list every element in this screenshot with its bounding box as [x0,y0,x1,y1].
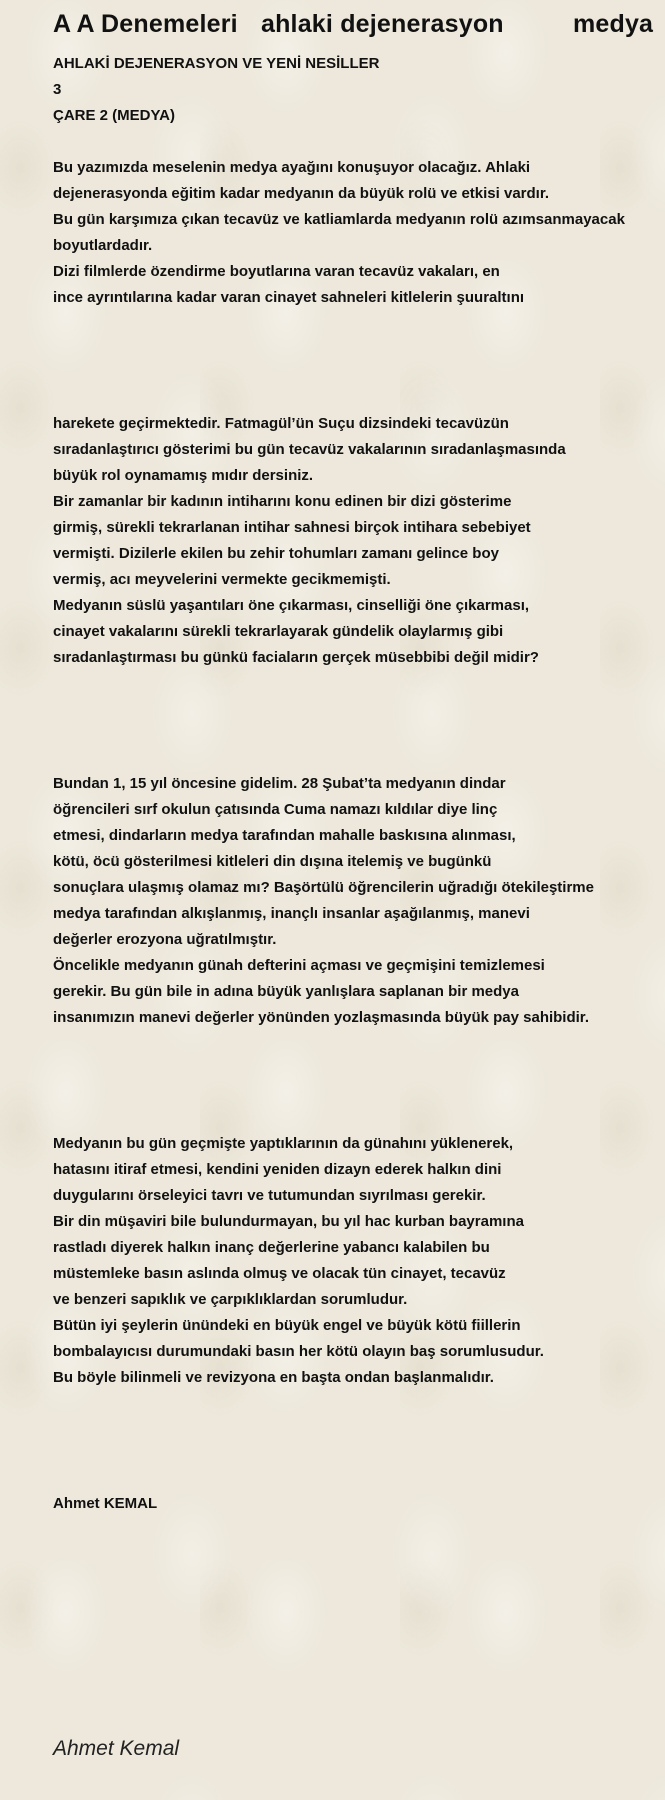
paragraph-line: bombalayıcısı durumundaki basın her kötü olayın baş sorumlusudur. [53,1343,544,1360]
paragraph-line: etmesi, dindarların medya tarafından mahalle baskısına alınması, [53,827,516,844]
article-number: 3 [53,81,62,98]
paragraph-line: sonuçlara ulaşmış olamaz mı? Başörtülü öğrencilerin uğradığı ötekileştirme [53,879,594,896]
article-heading: AHLAKİ DEJENERASYON VE YENİ NESİLLER [53,55,380,72]
paragraph-line: rastladı diyerek halkın inanç değerlerine yabancı kalabilen bu [53,1239,490,1256]
author-name: Ahmet KEMAL [53,1495,158,1512]
paragraph-line: değerler erozyona uğratılmıştır. [53,931,277,948]
paragraph-line: ve benzeri sapıklık ve çarpıklıklardan sorumludur. [53,1291,408,1308]
paragraph-line: öğrencileri sırf okulun çatısında Cuma namazı kıldılar diye linç [53,801,498,818]
paragraph-line: hatasını itiraf etmesi, kendini yeniden dizayn ederek halkın dini [53,1161,502,1178]
paragraph-1 [53,155,625,311]
paragraph-4 [53,1131,544,1391]
paragraph-line: girmiş, sürekli tekrarlanan intihar sahnesi birçok intihara sebebiyet [53,519,531,536]
paragraph-line: Bir zamanlar bir kadının intiharını konu edinen bir dizi gösterime [53,493,512,510]
title-category: A A Denemeleri [53,10,238,38]
title-subtopic: medya [572,10,654,38]
paragraph-line: Bu yazımızda meselenin medya ayağını konuşuyor olacağız. Ahlaki [53,159,531,176]
page-title [53,10,665,39]
paragraph-line: Bütün iyi şeylerin ünündeki en büyük engel ve büyük kötü fiillerin [53,1317,521,1334]
paragraph-line: Bundan 1, 15 yıl öncesine gidelim. 28 Şubat’ta medyanın dindar [53,775,506,792]
paragraph-line: sıradanlaştırıcı gösterimi bu gün tecavüz vakalarının sıradanlaşmasında [53,441,566,458]
title-topic: ahlaki dejenerasyon [260,10,504,38]
paragraph-line: dejenerasyonda eğitim kadar medyanın da büyük rolü ve etkisi vardır. [53,185,550,202]
paragraph-line: medya tarafından alkışlanmış, inançlı insanlar aşağılanmış, manevi [53,905,530,922]
paragraph-line: duygularını örseleyici tavrı ve tutumundan sıyrılması gerekir. [53,1187,486,1204]
paragraph-line: Bu böyle bilinmeli ve revizyona en başta ondan başlanmalıdır. [53,1369,494,1386]
author-signature: Ahmet Kemal [53,1737,180,1760]
paragraph-2 [53,411,566,671]
paragraph-line: vermişti. Dizilerle ekilen bu zehir tohumları zamanı gelince boy [53,545,499,562]
paragraph-line: Medyanın süslü yaşantıları öne çıkarması, cinselliği öne çıkarması, [53,597,530,614]
paragraph-line: büyük rol oynamamış mıdır dersiniz. [53,467,314,484]
paragraph-line: boyutlardadır. [53,237,153,254]
paragraph-line: müstemleke basın aslında olmuş ve olacak tün cinayet, tecavüz [53,1265,506,1282]
paragraph-line: vermiş, acı meyvelerini vermekte gecikmemişti. [53,571,391,588]
paragraph-line: Bu gün karşımıza çıkan tecavüz ve katliamlarda medyanın rolü azımsanmayacak [53,211,625,228]
article-header [53,51,379,129]
paragraph-line: Dizi filmlerde özendirme boyutlarına varan tecavüz vakaları, en [53,263,500,280]
paragraph-line: cinayet vakalarını sürekli tekrarlayarak gündelik olaylarmış gibi [53,623,504,640]
paragraph-line: insanımızın manevi değerler yönünden yozlaşmasında büyük pay sahibidir. [53,1009,589,1026]
article-subheading: ÇARE 2 (MEDYA) [53,107,175,124]
paragraph-line: gerekir. Bu gün bile in adına büyük yanlışlara saplanan bir medya [53,983,519,1000]
paragraph-line: Öncelikle medyanın günah defterini açması ve geçmişini temizlemesi [53,957,545,974]
paragraph-line: ince ayrıntılarına kadar varan cinayet sahneleri kitlelerin şuuraltını [53,289,525,306]
paragraph-line: Bir din müşaviri bile bulundurmayan, bu yıl hac kurban bayramına [53,1213,524,1230]
paragraph-line: kötü, öcü gösterilmesi kitleleri din dışına itelemiş ve bugünkü [53,853,492,870]
paragraph-3 [53,771,594,1031]
paragraph-line: harekete geçirmektedir. Fatmagül’ün Suçu dizsindeki tecavüzün [53,415,509,432]
paragraph-line: Medyanın bu gün geçmişte yaptıklarının da günahını yüklenerek, [53,1135,514,1152]
paragraph-line: sıradanlaştırması bu günkü faciaların gerçek müsebbibi değil midir? [53,649,539,666]
